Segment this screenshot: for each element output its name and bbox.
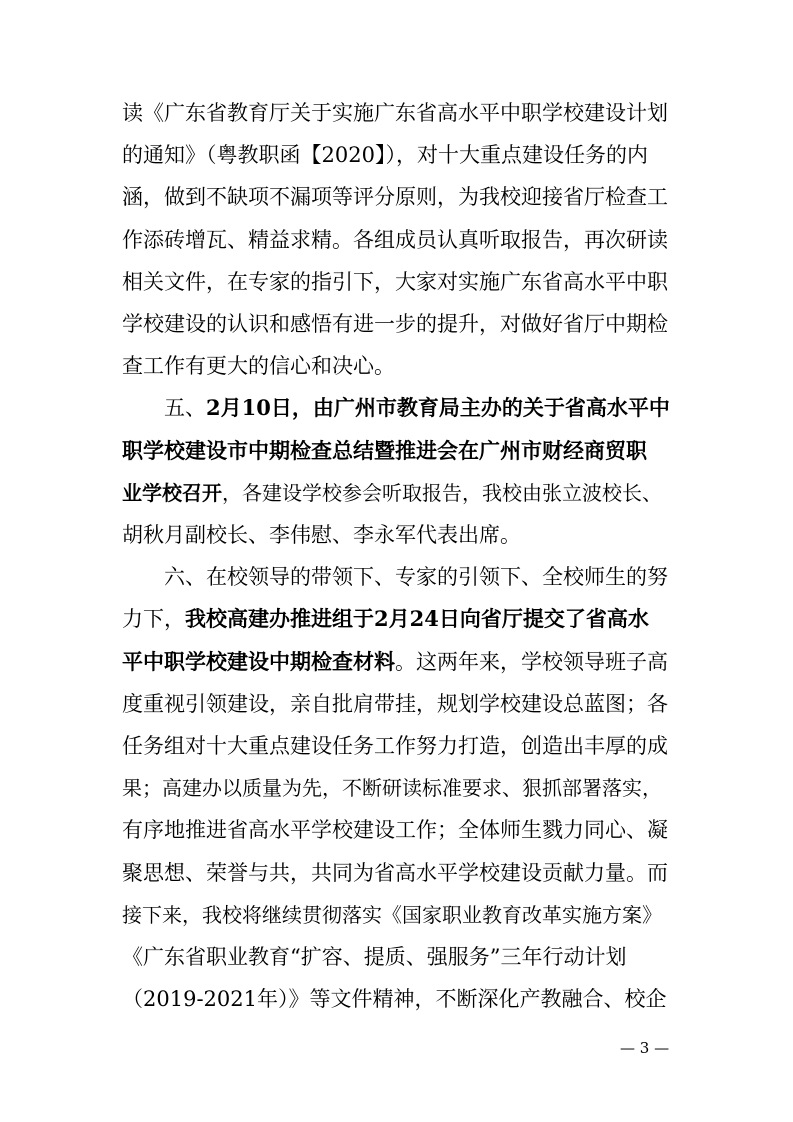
text-segment: 聚思想、荣誉与共，共同为省高水平学校建设贡献力量。而 [122, 860, 668, 885]
bold-text-segment: 职学校建设市中期检查总结暨推进会在广州市财经商贸职 [122, 437, 647, 463]
text-line [122, 815, 674, 845]
text-line [122, 604, 674, 634]
text-line [122, 140, 674, 170]
text-segment: 度重视引领建设，亲自批肩带挂，规划学校建设总蓝图；各 [122, 691, 668, 716]
text-line [122, 984, 674, 1014]
bold-text-segment: 2月10日，由广州市教育局主办的关于省高水平中 [206, 395, 670, 421]
text-segment: 果；高建办以质量为先，不断研读标准要求、狠抓部署落实， [122, 776, 662, 801]
text-line [122, 309, 674, 339]
text-line [122, 436, 674, 466]
text-segment: 学校建设的认识和感悟有进一步的提升，对做好省厅中期检 [122, 312, 668, 336]
bold-text-segment: 业学校召开 [122, 480, 222, 505]
text-segment: 六、在校领导的带领下、专家的引领下、全校师生的努 [164, 565, 668, 590]
text-segment: 五、 [164, 396, 206, 421]
text-segment: 任务组对十大重点建设任务工作努力打造，创造出丰厚的成 [122, 734, 668, 758]
text-line [122, 520, 674, 550]
text-line [122, 182, 674, 212]
text-line [122, 900, 674, 930]
text-segment: 读《广东省教育厅关于实施广东省高水平中职学校建设计划 [122, 101, 668, 125]
bold-text-segment: 我校高建办推进组于2月24日向省厅提交了省高水 [185, 606, 649, 632]
bold-text-segment: 平中职学校建设中期检查材料 [122, 648, 395, 674]
text-line [122, 267, 674, 297]
text-line [122, 647, 674, 677]
text-line [122, 478, 674, 508]
text-segment: 力下， [122, 607, 185, 632]
text-segment: 的通知》（粤教职函【2020】），对十大重点建设任务的内 [122, 143, 648, 168]
text-line [122, 351, 674, 381]
page-number: — 3 — [620, 1039, 670, 1057]
text-segment: 有序地推进省高水平学校建设工作；全体师生戮力同心、凝 [122, 818, 668, 843]
text-line [122, 731, 674, 761]
text-segment: 。这两年来，学校领导班子高 [395, 649, 668, 674]
text-line [122, 942, 674, 972]
text-line [164, 393, 674, 423]
text-line [164, 562, 674, 592]
text-segment: 作添砖增瓦、精益求精。各组成员认真听取报告，再次研读 [122, 227, 668, 252]
text-segment: （2019-2021年）》等文件精神，不断深化产教融合、校企 [122, 987, 667, 1012]
text-segment: 接下来，我校将继续贯彻落实《国家职业教育改革实施方案》 [122, 902, 662, 927]
text-segment: 相关文件，在专家的指引下，大家对实施广东省高水平中职 [122, 269, 668, 294]
text-segment: 涵，做到不缺项不漏项等评分原则，为我校迎接省厅检查工 [122, 185, 668, 210]
text-segment: 查工作有更大的信心和决心。 [122, 354, 395, 379]
text-segment: 《广东省职业教育“扩容、提质、强服务”三年行动计划 [122, 945, 627, 969]
text-line [122, 773, 674, 803]
text-segment: ，各建设学校参会听取报告，我校由张立波校长、 [222, 480, 662, 505]
text-line [122, 225, 674, 255]
text-segment: 胡秋月副校长、李伟慰、李永军代表出席。 [122, 523, 521, 547]
text-line [122, 98, 674, 128]
text-line [122, 689, 674, 719]
text-line [122, 858, 674, 888]
